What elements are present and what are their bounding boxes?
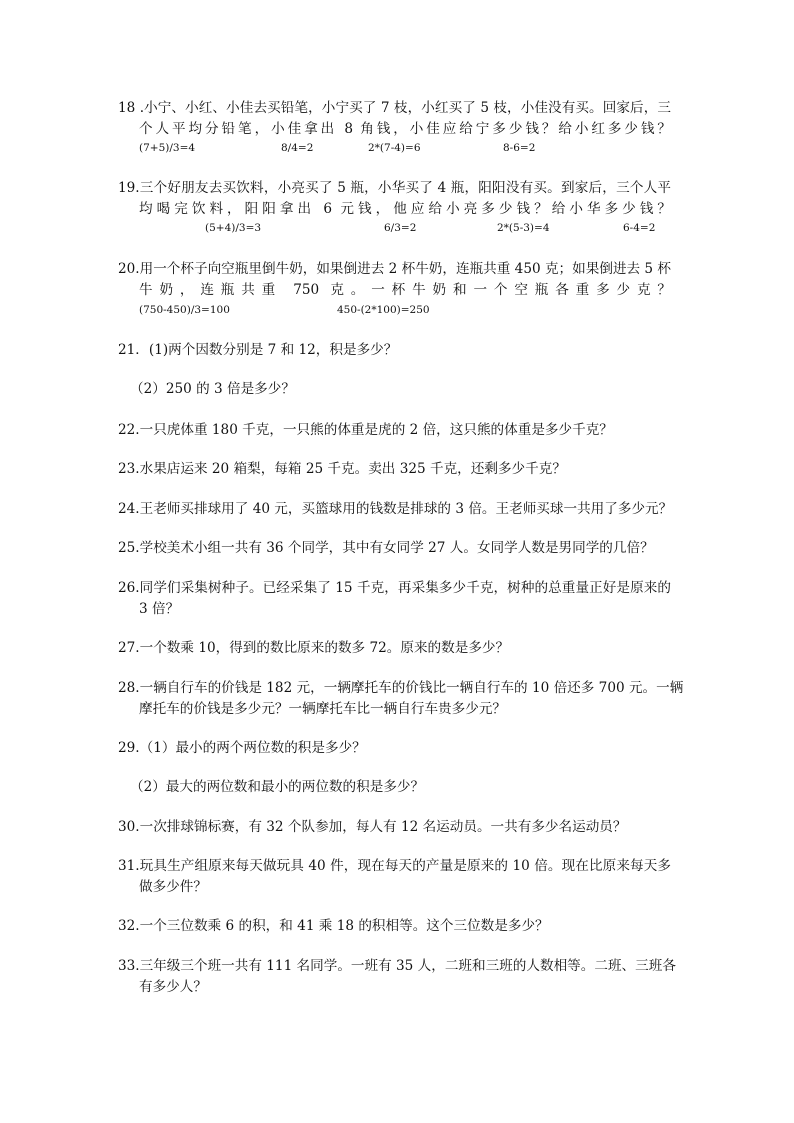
question-25-line-1: 25.学校美术小组一共有 36 个同学，其中有女同学 27 人。女同学人数是男同学的几倍？ (118, 540, 654, 556)
question-20-formula-1: (750-450)/3=100 (139, 304, 230, 316)
question-19-line-2: 均喝完饮料，阳阳拿出 6 元钱，他应给小亮多少钱？给小华多少钱？ (139, 201, 671, 217)
question-22-line-1: 22.一只虎体重 180 千克，一只熊的体重是虎的 2 倍，这只熊的体重是多少千克？ (118, 422, 613, 438)
question-20-line-2: 牛奶，连瓶共重 750 克。一杯牛奶和一个空瓶各重多少克？ (139, 282, 671, 298)
question-31-line-2: 做多少件？ (139, 879, 207, 895)
question-28-line-2: 摩托车的价钱是多少元？一辆摩托车比一辆自行车贵多少元？ (139, 701, 507, 717)
question-18-line-1: 18 .小宁、小红、小佳去买铅笔，小宁买了 7 枝，小红买了 5 枝，小佳没有买。回家后，三 (118, 100, 671, 116)
question-20-line-1: 20.用一个杯子向空瓶里倒牛奶，如果倒进去 2 杯牛奶，连瓶共重 450 克；如果倒进去 5 杯 (118, 261, 671, 277)
question-29-line-2: （2）最大的两位数和最小的两位数的积是多少？ (130, 779, 425, 795)
question-19-formula-2: 6/3=2 (384, 222, 417, 234)
question-19-line-1: 19.三个好朋友去买饮料，小亮买了 5 瓶，小华买了 4 瓶，阳阳没有买。到家后，三个人平 (118, 180, 671, 196)
question-26-line-1: 26.同学们采集树种子。已经采集了 15 千克，再采集多少千克，树种的总重量正好是原来的 (118, 580, 671, 596)
question-18-formula-1: (7+5)/3=4 (139, 142, 196, 154)
question-18-formula-4: 8-6=2 (503, 142, 536, 154)
question-26-line-2: 3 倍？ (139, 601, 180, 617)
question-24-line-1: 24.王老师买排球用了 40 元，买篮球用的钱数是排球的 3 倍。王老师买球一共用了多少元？ (118, 501, 673, 517)
question-18-line-2: 个人平均分铅笔，小佳拿出 8 角钱，小佳应给宁多少钱？给小红多少钱？ (139, 121, 671, 137)
question-32-line-1: 32.一个三位数乘 6 的积，和 41 乘 18 的积相等。这个三位数是多少？ (118, 918, 549, 934)
question-27-line-1: 27.一个数乘 10，得到的数比原来的数多 72。原来的数是多少？ (118, 640, 510, 656)
question-28-line-1: 28.一辆自行车的价钱是 182 元，一辆摩托车的价钱比一辆自行车的 10 倍还多 700 元。一辆 (118, 680, 684, 696)
question-31-line-1: 31.玩具生产组原来每天做玩具 40 件，现在每天的产量是原来的 10 倍。现在比原来每天多 (118, 858, 671, 874)
question-18-formula-3: 2*(7-4)=6 (368, 142, 421, 154)
question-19-formula-1: (5+4)/3=3 (205, 222, 262, 234)
question-30-line-1: 30.一次排球锦标赛，有 32 个队参加，每人有 12 名运动员。一共有多少名运动员？ (118, 819, 627, 835)
question-29-line-1: 29.（1）最小的两个两位数的积是多少？ (118, 740, 366, 756)
question-19-formula-3: 2*(5-3)=4 (497, 222, 550, 234)
question-21-line-2: （2）250 的 3 倍是多少？ (130, 381, 295, 397)
question-19-formula-4: 6-4=2 (623, 222, 656, 234)
question-33-line-1: 33.三年级三个班一共有 111 名同学。一班有 35 人，二班和三班的人数相等。二班、三班各 (118, 958, 676, 974)
question-21-line-1: 21．(1)两个因数分别是 7 和 12，积是多少？ (118, 342, 398, 358)
question-18-formula-2: 8/4=2 (281, 142, 314, 154)
question-23-line-1: 23.水果店运来 20 箱梨，每箱 25 千克。卖出 325 千克，还剩多少千克？ (118, 461, 566, 477)
question-33-line-2: 有多少人？ (139, 979, 207, 995)
question-20-formula-2: 450-(2*100)=250 (337, 304, 430, 316)
